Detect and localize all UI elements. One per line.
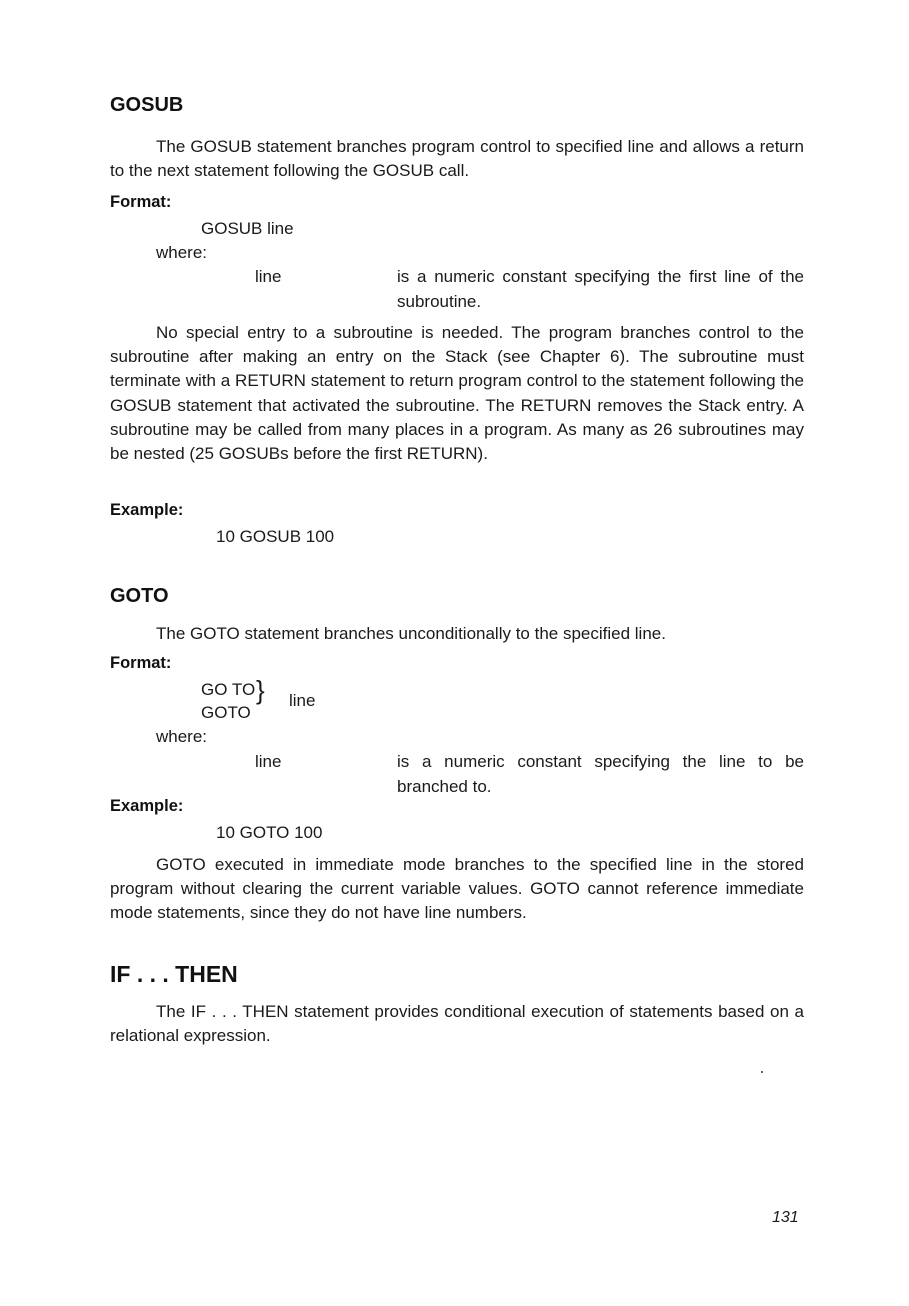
gosub-syntax: GOSUB line [201, 219, 294, 238]
gosub-body: No special entry to a subroutine is needed. The program branches control to the subroutine after making an entry on the Stack (see Chapter 6). The subroutine must terminate with a RETURN statement to return program control to the statement following the GOSUB statement that activated the subroutine. The RETURN removes the Stack entry. A subroutine may be called from many places in a program. As many as 26 subroutines may be nested (25 GOSUBs before the first RETURN). [110, 323, 804, 464]
gosub-format-label: Format: [110, 193, 172, 211]
goto-syntax-param: line [289, 691, 316, 710]
goto-syntax-alt2: GOTO [201, 703, 251, 722]
goto-example-code: 10 GOTO 100 [216, 823, 323, 842]
goto-example-label: Example: [110, 797, 184, 815]
stray-mark [761, 1071, 763, 1073]
goto-body: GOTO executed in immediate mode branches to the specified line in the stored program without clearing the current variable values. GOTO cannot reference immediate mode statements, since they do not have line numbers. [110, 855, 804, 923]
gosub-where-label: where: [156, 243, 208, 262]
ifthen-heading: IF . . . THEN [110, 961, 238, 987]
goto-syntax-alt1: GO TO [201, 680, 256, 699]
ifthen-intro: The IF . . . THEN statement provides conditional execution of statements based on a relational expression. [110, 1002, 804, 1046]
goto-param-desc: is a numeric constant specifying the line to be branched to. [397, 752, 804, 796]
gosub-param-name: line [255, 267, 282, 286]
goto-where-label: where: [156, 727, 208, 746]
goto-format-label: Format: [110, 654, 172, 672]
gosub-param-desc: is a numeric constant specifying the first line of the subroutine. [397, 267, 804, 311]
goto-intro: The GOTO statement branches unconditionally to the specified line. [156, 624, 666, 643]
gosub-example-code: 10 GOSUB 100 [216, 527, 335, 546]
goto-syntax-brace: } [256, 675, 265, 705]
page-number: 131 [772, 1209, 799, 1226]
goto-heading: GOTO [110, 585, 169, 607]
goto-param-name: line [255, 752, 282, 771]
gosub-heading: GOSUB [110, 94, 184, 116]
gosub-example-label: Example: [110, 501, 184, 519]
gosub-intro: The GOSUB statement branches program control to specified line and allows a return to the next statement following the GOSUB call. [110, 137, 804, 181]
